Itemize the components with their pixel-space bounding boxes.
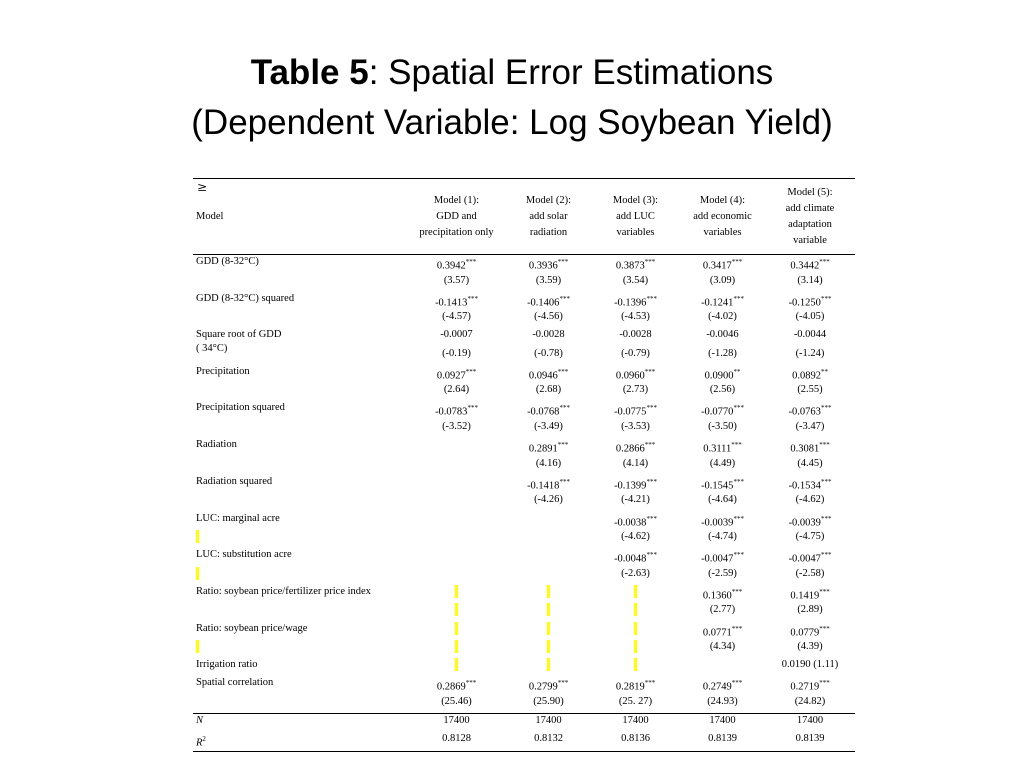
- coef-cell: -0.0039***: [788, 514, 832, 528]
- coef-cell: 0.0927***: [436, 367, 477, 382]
- highlight-mark: [634, 658, 637, 671]
- coef-cell: 0.2869***: [436, 679, 477, 693]
- tstat-cell: [506, 530, 591, 548]
- coef-cell: -0.0047***: [788, 551, 832, 565]
- coef-cell: 0.0779***: [790, 624, 830, 639]
- table-row: [193, 695, 855, 714]
- highlight-mark: [455, 585, 458, 598]
- row-label-blank: [193, 567, 407, 585]
- row-label-blank: [193, 383, 407, 401]
- tstat-cell: (4.34): [709, 641, 736, 653]
- tstat-cell: (2.77): [709, 604, 736, 616]
- table-row: [193, 585, 855, 604]
- table-header-row: [193, 179, 855, 255]
- title-bold: Table 5: [250, 53, 369, 92]
- coef-cell: 0.3081***: [790, 441, 830, 455]
- tstat-cell: (4.16): [535, 457, 562, 469]
- highlight-mark: [547, 585, 550, 598]
- highlight-mark: [455, 622, 458, 635]
- coef-cell: 0.2891***: [528, 441, 569, 455]
- row-label: Spatial correlation: [196, 677, 274, 689]
- coef-cell: [591, 585, 680, 604]
- tstat-cell: (-0.19): [442, 347, 471, 359]
- coef-cell: 0.3417***: [702, 258, 743, 272]
- title-rest: : Spatial Error Estimations: [368, 53, 774, 92]
- coef-cell: [591, 622, 680, 641]
- row-label-blank: [193, 420, 407, 438]
- tstat-cell: (-1.28): [708, 347, 737, 359]
- header-model-5: Model (5): add climate adaptation variable: [765, 179, 855, 255]
- coef-cell: -0.1545***: [701, 477, 744, 492]
- tstat-cell: [407, 640, 506, 658]
- coef-cell: 0.3936***: [528, 258, 569, 272]
- footer-value: 0.8136: [591, 732, 680, 751]
- row-label-blank: [193, 530, 407, 548]
- row-label: Radiation squared: [196, 475, 273, 487]
- tstat-cell: (24.82): [794, 695, 826, 707]
- coef-cell: -0.0048***: [614, 551, 657, 565]
- table-row: [193, 640, 855, 658]
- coef-cell: 0.0892**: [792, 367, 828, 382]
- highlight-mark: [634, 622, 637, 635]
- coef-cell: -0.0770***: [701, 404, 744, 418]
- coef-cell: -0.0038***: [614, 514, 657, 528]
- tstat-cell: (2.68): [535, 384, 562, 396]
- coef-cell: [506, 622, 591, 641]
- tstat-cell: (4.14): [622, 457, 649, 469]
- header-model-3: Model (3): add LUC variables: [591, 179, 680, 255]
- tstat-cell: (-4.21): [621, 494, 650, 506]
- tstat-cell: (4.49): [709, 457, 736, 469]
- coef-cell: [680, 658, 765, 676]
- highlight-mark: [547, 622, 550, 635]
- tstat-cell: (3.09): [709, 274, 736, 286]
- tstat-cell: (-4.26): [534, 494, 563, 506]
- table-row: [193, 622, 855, 641]
- table-row: [193, 383, 855, 401]
- table-row: [193, 457, 855, 475]
- footer-value: 17400: [591, 714, 680, 733]
- coef-cell: 0.0960***: [615, 367, 656, 382]
- tstat-cell: [506, 603, 591, 621]
- tstat-cell: (24.93): [707, 695, 738, 707]
- coef-cell: -0.0768***: [527, 404, 570, 418]
- highlight-mark: [455, 603, 458, 616]
- coef-cell: 0.3873***: [615, 258, 656, 272]
- footer-value: 17400: [407, 714, 506, 733]
- tstat-cell: [407, 457, 506, 475]
- coef-cell: -0.0039***: [701, 514, 744, 528]
- table-row: [193, 420, 855, 438]
- tstat-cell: (-2.58): [795, 567, 825, 579]
- table-row: [193, 567, 855, 585]
- table-row: [193, 365, 855, 384]
- row-label: Precipitation: [196, 365, 250, 377]
- footer-value: 0.8132: [506, 732, 591, 751]
- coef-cell: -0.1241***: [701, 294, 744, 309]
- tstat-cell: (2.55): [797, 384, 823, 396]
- table-row: [193, 401, 855, 420]
- footer-value: 0.8139: [680, 732, 765, 751]
- tstat-cell: (-2.63): [621, 567, 650, 579]
- coef-cell: -0.1399***: [614, 477, 657, 492]
- tstat-cell: (-0.78): [534, 347, 563, 359]
- tstat-cell: (-4.62): [795, 494, 825, 506]
- tstat-cell: (-0.79): [621, 347, 650, 359]
- footer-label: $R^2$: [193, 732, 407, 751]
- tstat-cell: [506, 640, 591, 658]
- tstat-cell: (-4.74): [708, 531, 737, 542]
- row-label: GDD (8-32°C): [196, 256, 259, 267]
- row-label-blank: [193, 603, 407, 621]
- tstat-cell: (2.73): [622, 384, 649, 396]
- coef-cell: 0.3111***: [703, 441, 742, 455]
- tstat-cell: (2.56): [709, 384, 736, 396]
- highlight-mark: [547, 658, 550, 671]
- coef-cell: -0.1534***: [788, 477, 832, 492]
- row-label-blank: [193, 493, 407, 511]
- row-label-blank: [193, 274, 407, 292]
- highlight-mark: [455, 658, 458, 671]
- tstat-cell: [407, 603, 506, 621]
- coef-cell: [407, 622, 506, 641]
- table-row: [193, 292, 855, 311]
- coef-cell: -0.1413***: [435, 294, 478, 309]
- coef-cell: -0.1418***: [527, 477, 570, 492]
- tstat-cell: (-3.49): [534, 420, 563, 432]
- coef-cell: 0.1419***: [790, 587, 830, 602]
- coef-cell: -0.1250***: [788, 294, 832, 309]
- tstat-cell: (25.90): [533, 695, 564, 707]
- coef-cell: [506, 585, 591, 604]
- tstat-cell: (-4.56): [534, 311, 563, 323]
- tstat-cell: (3.57): [443, 274, 470, 286]
- tstat-cell: (3.14): [797, 274, 823, 286]
- tstat-cell: (-4.64): [708, 494, 737, 506]
- coef-cell: 0.0190 (1.11): [781, 659, 839, 671]
- table-row: [193, 274, 855, 292]
- tstat-cell: [407, 530, 506, 548]
- tstat-cell: (-1.24): [795, 347, 825, 359]
- tstat-cell: (-4.62): [621, 531, 650, 542]
- row-label-blank: [193, 457, 407, 475]
- coef-cell: [407, 658, 506, 676]
- coef-cell: -0.0044: [793, 329, 827, 341]
- footer-row: [193, 714, 855, 733]
- results-table: [193, 178, 855, 752]
- tstat-cell: (3.59): [535, 274, 562, 286]
- coef-cell: [506, 512, 591, 531]
- coef-cell: [407, 438, 506, 457]
- table-row: [193, 548, 855, 567]
- highlight-mark: [547, 603, 550, 616]
- title-line-2: (Dependent Variable: Log Soybean Yield): [191, 103, 833, 142]
- header-model-2: Model (2): add solar radiation: [506, 179, 591, 255]
- coef-cell: -0.0028: [619, 329, 652, 341]
- row-label-blank: [193, 640, 407, 658]
- tstat-cell: (-3.47): [795, 420, 825, 432]
- coef-cell: -0.0763***: [788, 404, 832, 418]
- highlight-mark: [196, 567, 199, 580]
- coef-cell: [506, 548, 591, 567]
- table-row: [193, 603, 855, 621]
- row-label: Radiation: [196, 439, 237, 451]
- coef-cell: 0.3442***: [790, 258, 830, 272]
- tstat-cell: [407, 567, 506, 585]
- row-label: LUC: marginal acre: [196, 512, 280, 524]
- footer-row: [193, 732, 855, 751]
- coef-cell: [591, 658, 680, 676]
- tstat-cell: (2.64): [443, 384, 470, 396]
- tstat-cell: (-3.50): [708, 420, 737, 432]
- tstat-cell: (-4.75): [795, 531, 825, 542]
- slide-title: [0, 48, 1024, 148]
- tstat-cell: (4.45): [797, 457, 823, 469]
- row-label: Precipitation squared: [196, 402, 285, 414]
- highlight-mark: [455, 640, 458, 653]
- footer-value: 17400: [765, 714, 855, 733]
- table-row: [193, 438, 855, 457]
- title-line-1: [0, 48, 1024, 98]
- coef-cell: [407, 548, 506, 567]
- tstat-cell: (-4.02): [708, 311, 737, 323]
- tstat-cell: (4.39): [797, 641, 823, 653]
- highlight-mark: [634, 585, 637, 598]
- tstat-cell: [506, 567, 591, 585]
- table-row: [193, 310, 855, 328]
- coef-cell: -0.0046: [706, 329, 739, 341]
- highlight-mark: [634, 603, 637, 616]
- footer-value: 0.8139: [765, 732, 855, 751]
- coef-cell: 0.2799***: [528, 679, 569, 693]
- row-label-blank: [193, 310, 407, 328]
- coef-cell: -0.0007: [440, 329, 473, 341]
- coef-cell: [506, 658, 591, 676]
- coef-cell: -0.1406***: [527, 294, 570, 309]
- tstat-cell: (-4.53): [621, 311, 650, 323]
- footer-value: 0.8128: [407, 732, 506, 751]
- table-row: [193, 512, 855, 531]
- tstat-cell: [591, 603, 680, 621]
- coef-cell: 0.0900**: [704, 367, 741, 382]
- coef-cell: 0.2749***: [702, 679, 743, 693]
- header-model-4: Model (4): add economic variables: [680, 179, 765, 255]
- coef-cell: -0.0047***: [701, 551, 744, 565]
- highlight-mark: [547, 640, 550, 653]
- table-row: [193, 328, 855, 346]
- tstat-cell: (-2.59): [708, 567, 737, 579]
- row-label-blank: [193, 695, 407, 714]
- highlight-mark: [196, 530, 199, 543]
- table-row: [193, 475, 855, 494]
- table-row: [193, 493, 855, 511]
- row-label: Square root of GDD ( 34°C): [196, 329, 282, 355]
- tstat-cell: (-4.57): [442, 311, 471, 323]
- table-row: [193, 255, 855, 274]
- corner-symbol: ≥: [197, 180, 208, 194]
- coef-cell: 0.2819***: [615, 679, 656, 693]
- coef-cell: [407, 475, 506, 494]
- coef-cell: -0.0775***: [614, 404, 657, 418]
- coef-cell: 0.3942***: [436, 258, 477, 272]
- tstat-cell: [591, 640, 680, 658]
- tstat-cell: (25.46): [441, 695, 472, 707]
- coef-cell: 0.2719***: [790, 679, 830, 693]
- tstat-cell: (-4.05): [795, 311, 825, 323]
- table-row: [193, 530, 855, 548]
- footer-value: 17400: [506, 714, 591, 733]
- tstat-cell: (-3.53): [621, 420, 650, 432]
- coef-cell: 0.0946***: [528, 367, 569, 382]
- row-label: GDD (8-32°C) squared: [196, 292, 295, 304]
- table-row: [193, 658, 855, 676]
- tstat-cell: (3.54): [622, 274, 649, 286]
- table-row: [193, 676, 855, 695]
- coef-cell: 0.0771***: [702, 624, 743, 639]
- coef-cell: 0.1360***: [702, 587, 743, 602]
- row-label: LUC: substitution acre: [196, 549, 292, 561]
- header-model-label: Model: [193, 179, 407, 255]
- footer-value: 17400: [680, 714, 765, 733]
- coef-cell: [407, 512, 506, 531]
- footer-label: N: [193, 714, 407, 733]
- row-label: Irrigation ratio: [196, 659, 258, 671]
- coef-cell: 0.2866***: [615, 441, 656, 455]
- tstat-cell: [407, 493, 506, 511]
- coef-cell: -0.0783***: [435, 404, 478, 418]
- highlight-mark: [196, 640, 199, 653]
- tstat-cell: (2.89): [797, 604, 823, 616]
- header-model-1: Model (1): GDD and precipitation only: [407, 179, 506, 255]
- row-label: Ratio: soybean price/fertilizer price index: [196, 585, 371, 597]
- coef-cell: -0.0028: [532, 329, 565, 341]
- tstat-cell: (-3.52): [442, 420, 471, 432]
- coef-cell: -0.1396***: [614, 294, 657, 309]
- row-label: Ratio: soybean price/wage: [196, 622, 308, 634]
- coef-cell: [407, 585, 506, 604]
- highlight-mark: [634, 640, 637, 653]
- tstat-cell: (25. 27): [618, 695, 653, 707]
